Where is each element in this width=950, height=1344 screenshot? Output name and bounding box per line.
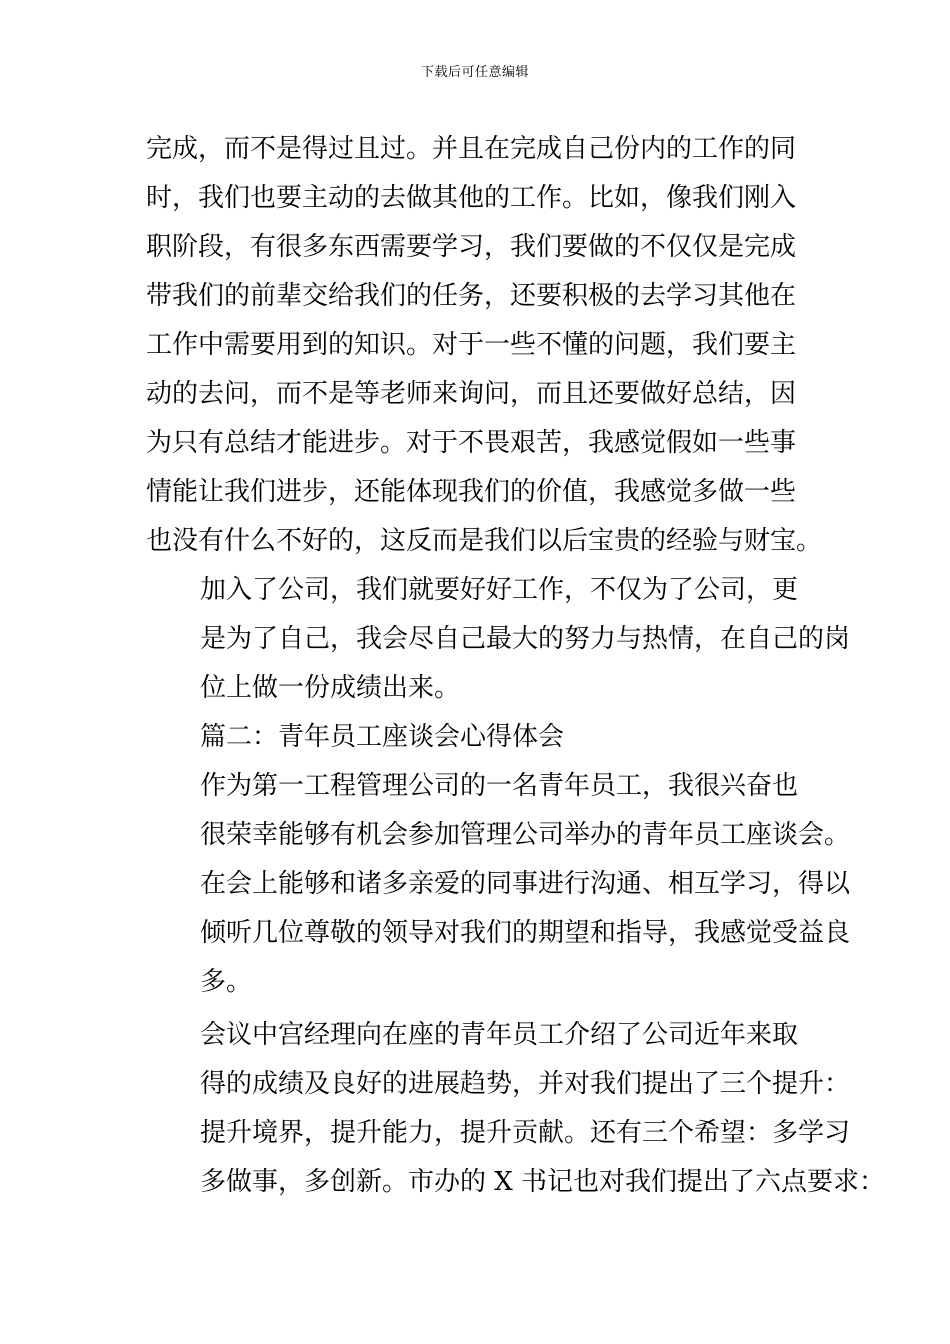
paragraph	[146, 566, 851, 713]
text-line: 会议中宫经理向在座的青年员工介绍了公司近年来取	[200, 1020, 799, 1050]
document-body	[146, 125, 886, 1207]
text-line: 时，我们也要主动的去做其他的工作。比如，像我们刚入	[146, 183, 797, 213]
text-line: 完成，而不是得过且过。并且在完成自己份内的工作的同	[146, 134, 797, 164]
text-line: 多。	[200, 967, 253, 997]
text-line: 位上做一份成绩出来。	[200, 673, 461, 703]
text-line: 为只有总结才能进步。对于不畏艰苦，我感觉假如一些事	[146, 428, 797, 458]
paragraph	[146, 125, 823, 566]
paragraph	[146, 762, 851, 1007]
text-line: 也没有什么不好的，这反而是我们以后宝贵的经验与财宝。	[146, 526, 823, 556]
text-line: 职阶段，有很多东西需要学习，我们要做的不仅仅是完成	[146, 232, 797, 262]
text-line: 工作中需要用到的知识。对于一些不懂的问题，我们要主	[146, 330, 797, 360]
page-header: 下载后可任意编辑	[420, 65, 529, 80]
text-line: 作为第一工程管理公司的一名青年员工，我很兴奋也	[200, 771, 799, 801]
text-line: 加入了公司，我们就要好好工作，不仅为了公司，更	[200, 575, 799, 605]
text-line: 很荣幸能够有机会参加管理公司举办的青年员工座谈会。	[200, 820, 851, 850]
text-line: 带我们的前辈交给我们的任务，还要积极的去学习其他在	[146, 281, 797, 311]
text-line: 在会上能够和诸多亲爱的同事进行沟通、相互学习，得以	[200, 869, 851, 899]
text-line: 动的去问，而不是等老师来询问，而且还要做好总结，因	[146, 379, 797, 409]
text-line: 倾听几位尊敬的领导对我们的期望和指导，我感觉受益良	[200, 918, 851, 948]
text-line: 篇二：青年员工座谈会心得体会	[200, 722, 565, 752]
text-line: 多做事，多创新。市办的 X 书记也对我们提出了六点要求：	[200, 1167, 886, 1197]
text-line: 提升境界，提升能力，提升贡献。还有三个希望：多学习	[200, 1118, 851, 1148]
text-line: 情能让我们进步，还能体现我们的价值，我感觉多做一些	[146, 477, 797, 507]
section-heading	[146, 713, 812, 762]
text-line: 得的成绩及良好的进展趋势，并对我们提出了三个提升：	[200, 1069, 851, 1099]
paragraph	[146, 1011, 886, 1207]
text-line: 是为了自己，我会尽自己最大的努力与热情，在自己的岗	[200, 624, 851, 654]
